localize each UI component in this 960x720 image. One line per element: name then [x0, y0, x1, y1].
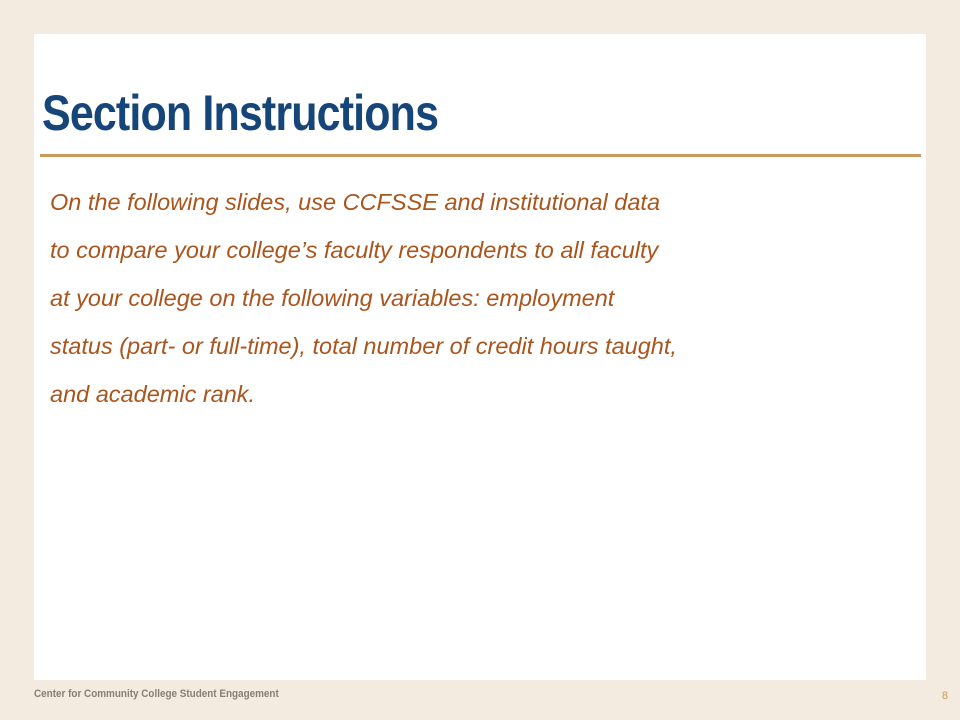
instructions-line: at your college on the following variables: employment	[50, 285, 615, 311]
page-number: 8	[941, 690, 948, 702]
slide-title: Section Instructions	[42, 85, 439, 141]
instructions-line: and academic rank.	[50, 381, 256, 407]
instructions-text	[50, 178, 910, 418]
footer-organization-name: Center for Community College Student Engagement	[34, 688, 279, 700]
instructions-line: to compare your college’s faculty respondents to all faculty	[50, 237, 659, 263]
instructions-line: status (part- or full-time), total number of credit hours taught,	[50, 333, 677, 359]
title-divider	[40, 154, 921, 157]
instructions-line: On the following slides, use CCFSSE and institutional data	[50, 189, 661, 215]
